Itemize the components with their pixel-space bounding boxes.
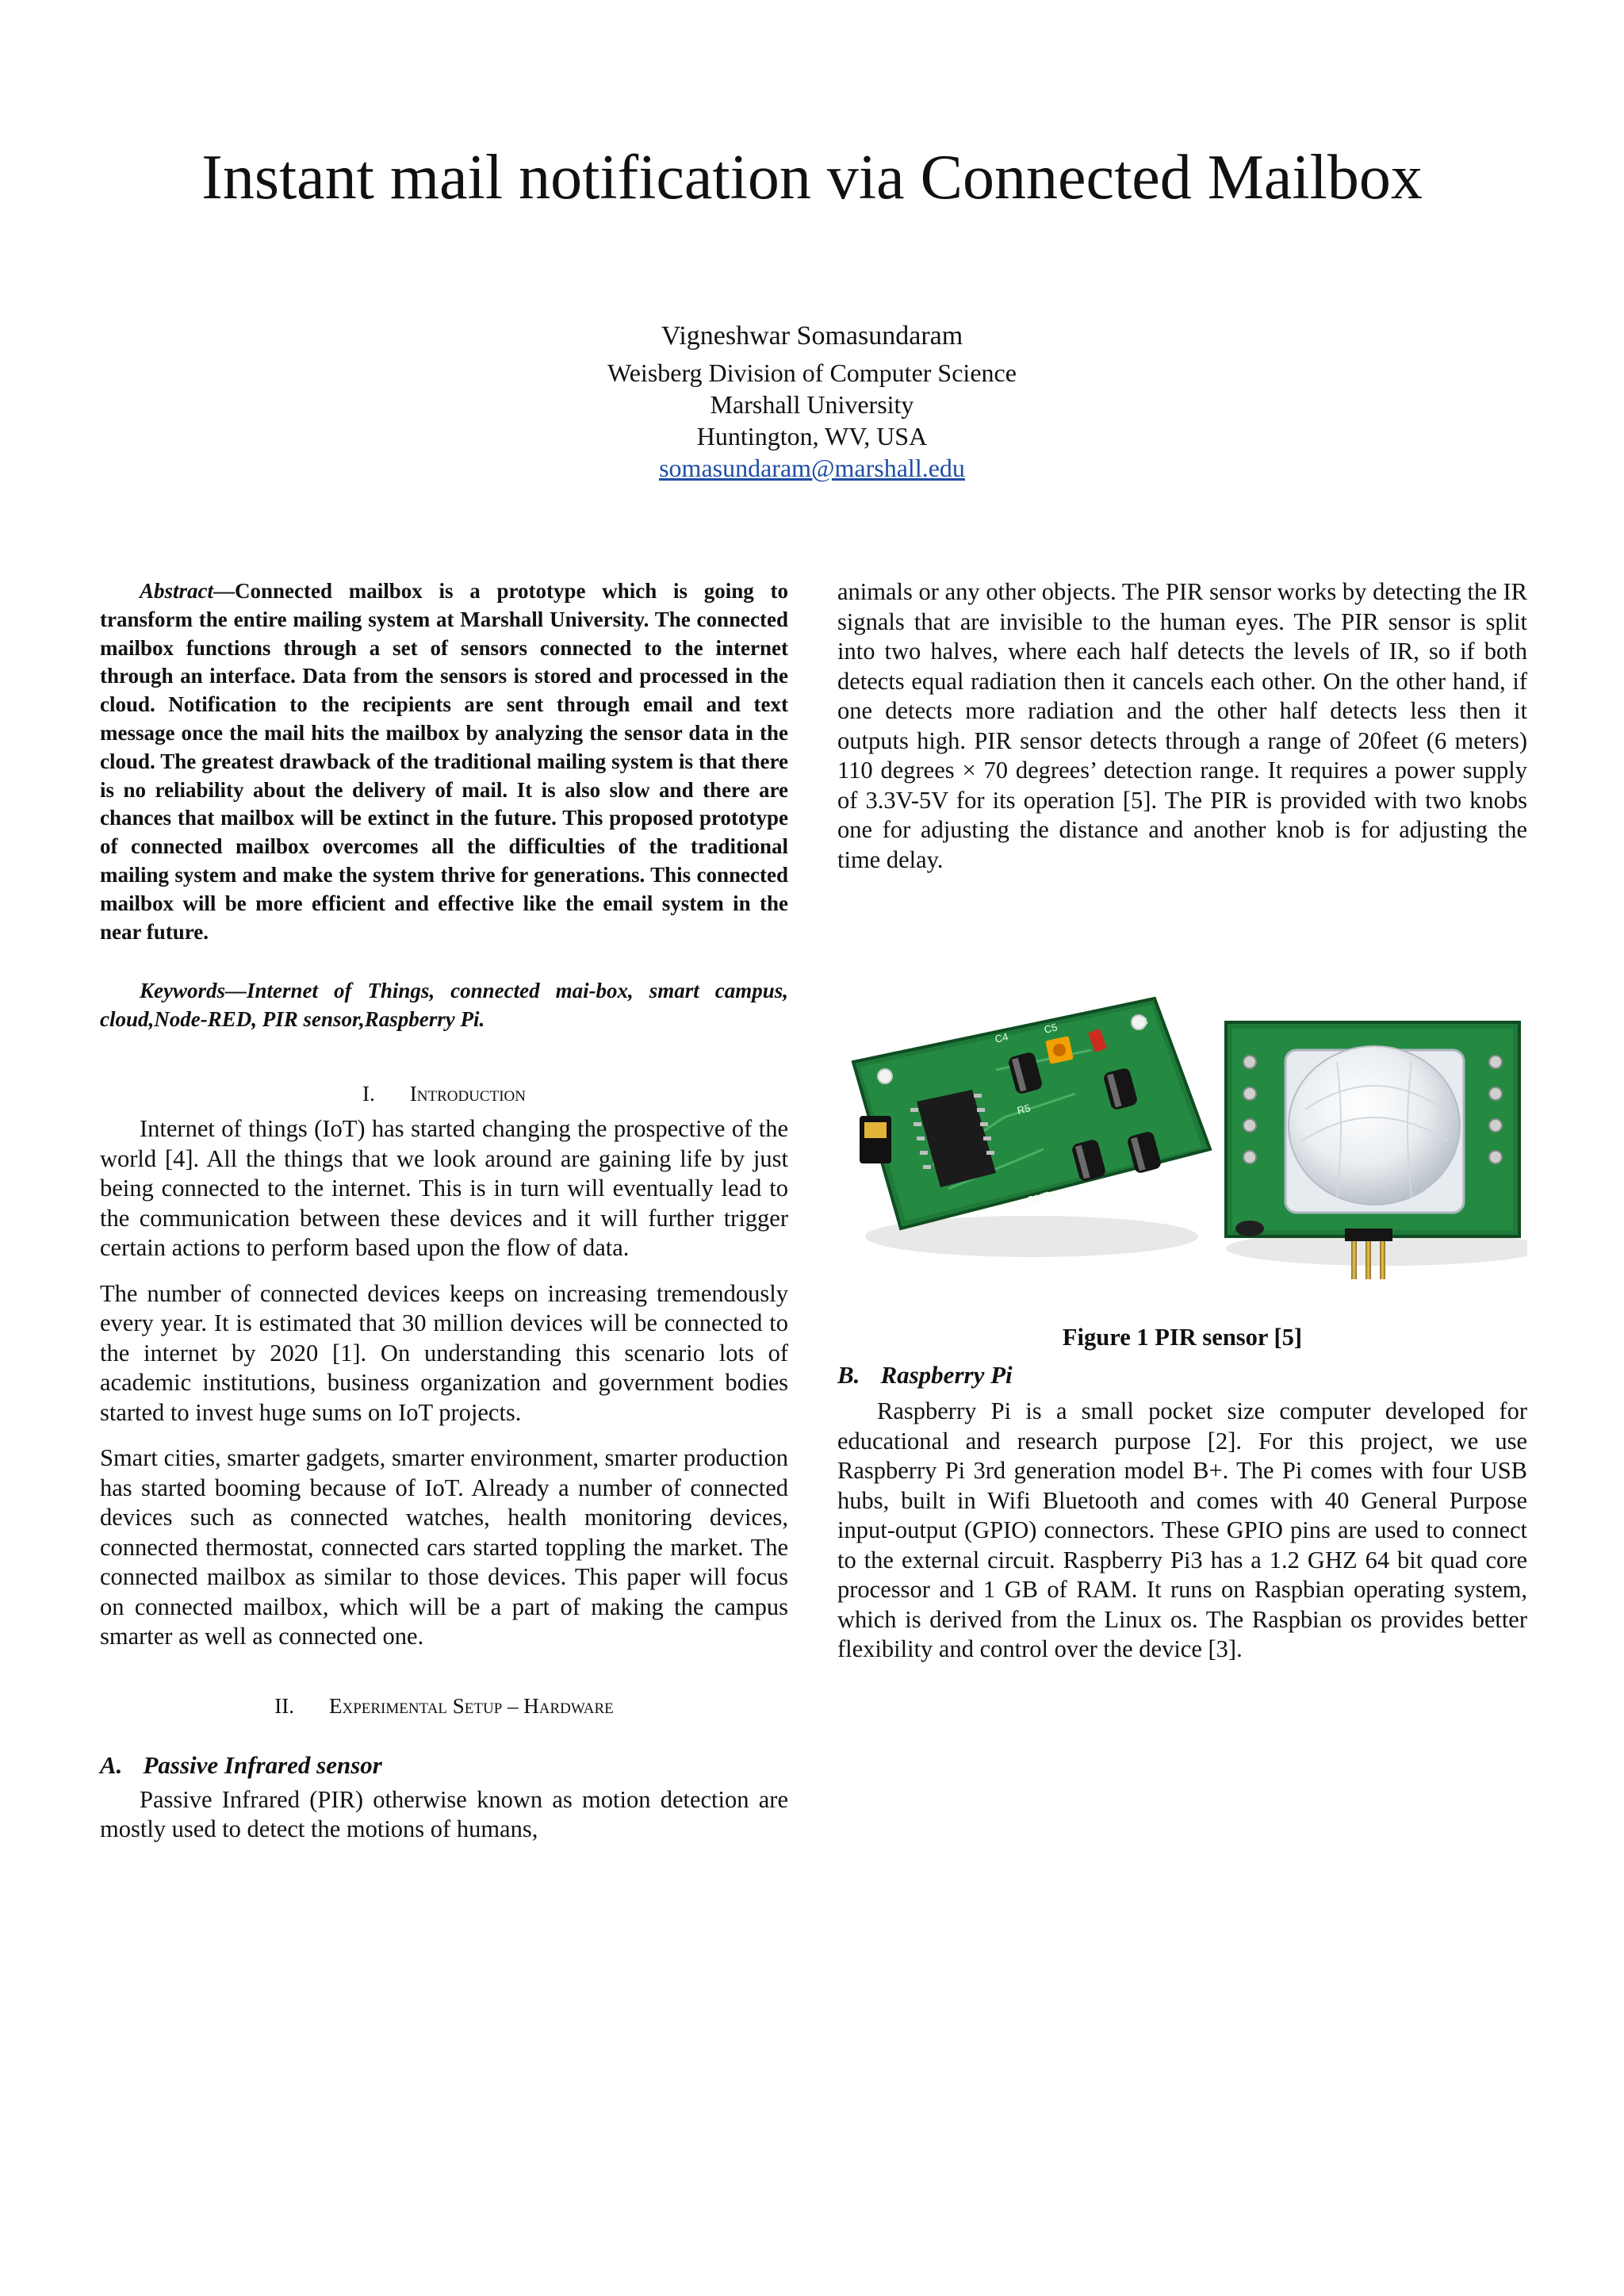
board-label-r5: R5 xyxy=(1016,1102,1032,1117)
pir-board-back xyxy=(853,999,1210,1257)
board-label-c3: C3 xyxy=(1133,1014,1149,1029)
board-label-c4: C4 xyxy=(994,1030,1009,1045)
section-title: Experimental Setup – Hardware xyxy=(329,1693,614,1718)
pir-sensor-figure xyxy=(837,975,1527,1308)
raspberry-pi-paragraph: Raspberry Pi is a small pocket size computer developed for educational and research purpose [2]. For this project, we use Raspberry Pi 3rd generation model B+. The Pi comes with four USB hubs, built in Wifi Bluetooth and comes with 40 General Purpose input-output (GPIO) connectors. These GPIO pins are used to connect to the external circuit. Raspberry Pi3 has a 1.2 GHZ 64 bit quad core processor and 1 GB of RAM. It runs on Raspbian operating system, which is derived from the Linux os. The Raspbian os provides better flexibility and control over the device [3]. xyxy=(837,1397,1527,1662)
subsection-letter: B. xyxy=(837,1361,860,1389)
subsection-letter: A. xyxy=(100,1750,123,1779)
section-heading-introduction xyxy=(100,1079,788,1108)
pir-paragraph-continued: animals or any other objects. The PIR sensor works by detecting the IR signals that are invisible to the human eyes. The PIR sensor is split into two halves, where each half detects the levels of IR, so if both detects equal radiation then it cancels each other. On the other hand, if one detects more radiation and the other half detects less then it outputs high. PIR sensor detects through a range of 20feet (6 meters) 110 degrees × 70 degrees’ detection range. It requires a power supply of 3.3V-5V for its operation [5]. The PIR is provided with two knobs one for adjusting the distance and another knob is for adjusting the time delay. xyxy=(837,578,1527,873)
subsection-heading-raspberry-pi xyxy=(837,1360,1527,1390)
affiliation-university: Marshall University xyxy=(710,390,914,419)
left-column xyxy=(100,577,788,1845)
author-block xyxy=(0,317,1624,484)
paper-title: Instant mail notification via Connected Mailbox xyxy=(201,143,1423,213)
author-email-link[interactable]: somasundaram@marshall.edu xyxy=(659,454,965,482)
intro-paragraph-3: Smart cities, smarter gadgets, smarter environment, smarter production has started booming because of IoT. Already a number of connected devices such as connected watches, health monitoring devices, connected thermostat, connected cars started toppling the market. The connected mailbox as similar to those devices. This paper will focus on connected mailbox, which will be a part of making the campus smarter as well as connected one. xyxy=(100,1444,788,1650)
abstract-dash: — xyxy=(213,579,236,603)
section-title: Introduction xyxy=(409,1082,526,1106)
subsection-title: Passive Infrared sensor xyxy=(143,1750,382,1779)
author-name: Vigneshwar Somasundaram xyxy=(661,321,963,351)
abstract xyxy=(100,577,788,946)
affiliation-department: Weisberg Division of Computer Science xyxy=(607,358,1017,387)
figure-caption: Figure 1 PIR sensor [5] xyxy=(1062,1324,1303,1351)
right-column xyxy=(837,577,1527,1665)
intro-paragraph-1: Internet of things (IoT) has started changing the prospective of the world [4]. All the things that we look around are gaining life by just being connected to the internet. This is in turn will eventually lead to the communication between these devices and it will further trigger certain actions to perform based upon the flow of data. xyxy=(100,1115,788,1262)
intro-paragraph-2: The number of connected devices keeps on increasing tremendously every year. It is estimated that 30 million devices will be connected to the internet by 2020 [1]. On understanding this scenario lots of academic institutions, business organization and government bodies started to invest huge sums on IoT projects. xyxy=(100,1279,788,1426)
section-number: I. xyxy=(362,1082,375,1106)
section-heading-hardware xyxy=(100,1692,788,1720)
board-label-c5: C5 xyxy=(1043,1021,1059,1036)
subsection-heading-pir xyxy=(100,1750,788,1780)
board-label-out: OUT+ xyxy=(1025,1187,1058,1207)
abstract-lead: Abstract xyxy=(140,579,214,603)
subsection-title: Raspberry Pi xyxy=(880,1361,1013,1389)
pir-sensor-photo xyxy=(837,975,1527,1308)
pir-board-front xyxy=(1226,1022,1527,1279)
abstract-text: Connected mailbox is a prototype which is going to transform the entire mailing system at Marshall University. The connected mailbox functions through a set of sensors connected to the internet through an interface. Data from the sensors is stored and processed in the cloud. Notification to the recipients are sent through email and text message once the mail hits the mailbox by analyzing the sensor data in the cloud. The greatest drawback of the traditional mailing system is that there is no reliability about the delivery of mail. It is also slow and there are chances that mailbox will be extinct in the future. This proposed prototype of connected mailbox overcomes all the difficulties of the traditional mailing system and make the system thrive for generations. This connected mailbox will be more efficient and effective like the email system in the near future. xyxy=(100,579,788,944)
section-number: II. xyxy=(274,1693,294,1718)
pir-paragraph-start: Passive Infrared (PIR) otherwise known as motion detection are mostly used to detect the motions of humans, xyxy=(100,1785,788,1843)
affiliation-location: Huntington, WV, USA xyxy=(696,422,928,450)
keywords: Keywords—Internet of Things, connected mai-box, smart campus, cloud,Node-RED, PIR sensor,Raspberry Pi. xyxy=(100,979,788,1032)
